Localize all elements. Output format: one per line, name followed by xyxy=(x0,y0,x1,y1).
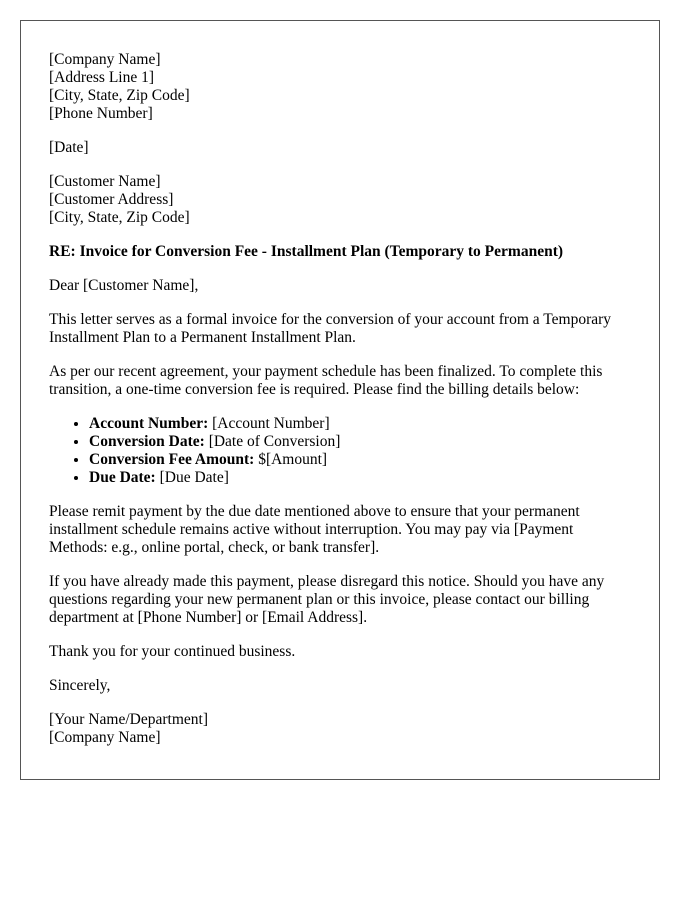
recipient-city-state-zip: [City, State, Zip Code] xyxy=(49,209,190,226)
date-block xyxy=(49,139,631,157)
billing-item-due-date xyxy=(89,469,631,487)
disregard-paragraph: If you have already made this payment, please disregard this notice. Should you have any questions regarding your new permanent plan or this invoice, please contact our billing department at [Phone Number] or [Email Address]. xyxy=(49,573,605,626)
thanks-paragraph: Thank you for your continued business. xyxy=(49,643,296,660)
billing-item-account-number xyxy=(89,415,631,433)
billing-details-list xyxy=(49,415,631,487)
signature-company-name: [Company Name] xyxy=(49,729,161,746)
billing-label: Due Date: xyxy=(89,469,156,486)
sender-city-state-zip: [City, State, Zip Code] xyxy=(49,87,190,104)
billing-value: [Account Number] xyxy=(208,415,330,432)
billing-item-conversion-fee-amount xyxy=(89,451,631,469)
recipient-address-block xyxy=(49,173,631,227)
billing-value: [Due Date] xyxy=(155,469,229,486)
salutation: Dear [Customer Name], xyxy=(49,277,199,294)
sender-address-block xyxy=(49,51,631,123)
sender-phone-number: [Phone Number] xyxy=(49,105,153,122)
recipient-customer-address: [Customer Address] xyxy=(49,191,174,208)
agreement-paragraph: As per our recent agreement, your payment schedule has been finalized. To complete this transition, a one-time conversion fee is required. Please find the billing details below: xyxy=(49,363,603,398)
billing-value: [Date of Conversion] xyxy=(204,433,341,450)
subject-line: RE: Invoice for Conversion Fee - Installment Plan (Temporary to Permanent) xyxy=(49,243,564,260)
remit-paragraph: Please remit payment by the due date mentioned above to ensure that your permanent installment schedule remains active without interruption. You may pay via [Payment Methods: e.g., online portal, check, or bank transfer]. xyxy=(49,503,580,556)
closing: Sincerely, xyxy=(49,677,111,694)
billing-label: Account Number: xyxy=(89,415,209,432)
letter-page xyxy=(20,20,660,780)
sender-address-line-1: [Address Line 1] xyxy=(49,69,155,86)
recipient-customer-name: [Customer Name] xyxy=(49,173,161,190)
intro-paragraph: This letter serves as a formal invoice for the conversion of your account from a Temporary Installment Plan to a Permanent Installment Plan. xyxy=(49,311,612,346)
sender-company-name: [Company Name] xyxy=(49,51,161,68)
signature-name-department: [Your Name/Department] xyxy=(49,711,208,728)
letter-date: [Date] xyxy=(49,139,89,156)
billing-label: Conversion Date: xyxy=(89,433,205,450)
signature-block xyxy=(49,711,631,747)
billing-label: Conversion Fee Amount: xyxy=(89,451,255,468)
billing-item-conversion-date xyxy=(89,433,631,451)
billing-value: $[Amount] xyxy=(254,451,328,468)
